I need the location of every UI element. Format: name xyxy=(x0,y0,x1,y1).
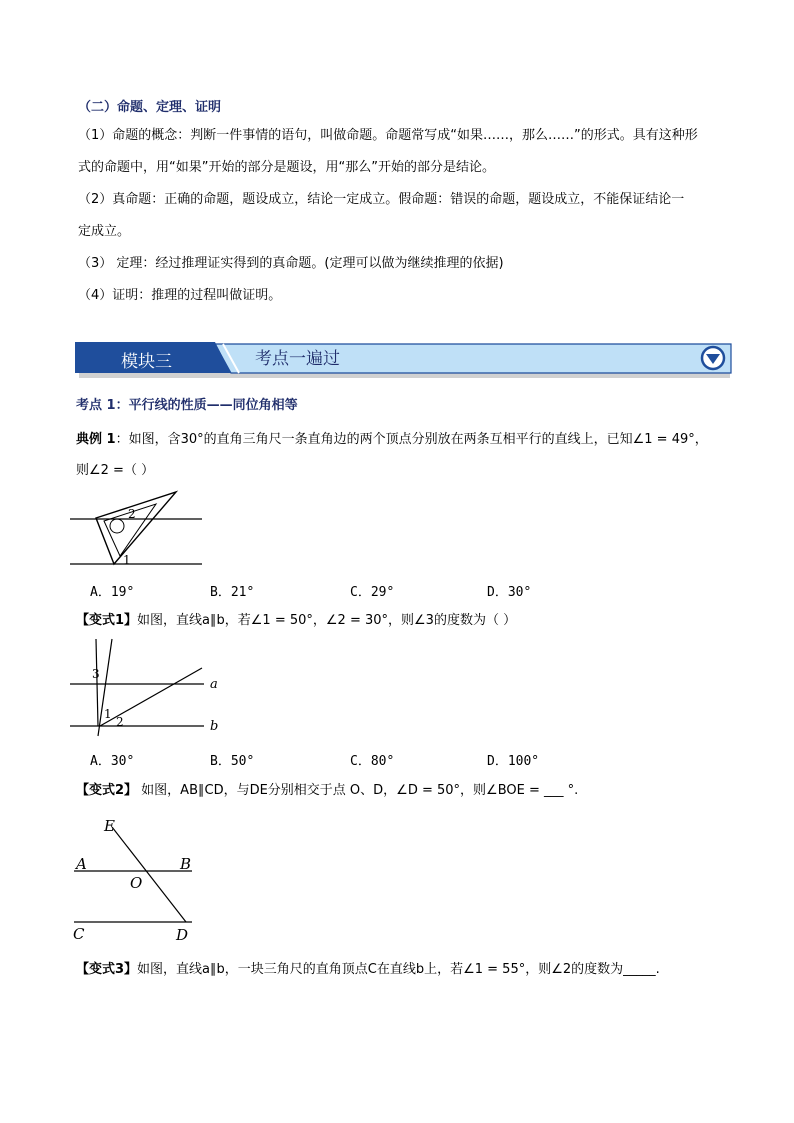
option-b: B．50° xyxy=(210,754,255,769)
example-text: ：如图，含30°的直角三角尺一条直角边的两个顶点分别放在两条互相平行的直线上，已知∠1 = 49°， xyxy=(115,432,708,447)
banner-tab-label: 模块三 xyxy=(121,352,172,372)
paragraph-line: （4）证明：推理的过程叫做证明。 xyxy=(78,288,282,303)
variant-text: 如图，直线a∥b，若∠1 = 50°，∠2 = 30°，则∠3的度数为（ ） xyxy=(137,613,517,628)
angle-label: 2 xyxy=(116,715,124,729)
point-label: C xyxy=(73,925,85,943)
module-banner xyxy=(75,340,735,380)
angle-label: 1 xyxy=(123,553,131,567)
variant-text: 如图，AB∥CD，与DE分别相交于点 O、D，∠D = 50°，则∠BOE = ___ °. xyxy=(137,783,579,798)
variant-label: 【变式3】 xyxy=(76,962,138,977)
paragraph-line: 定成立。 xyxy=(78,224,131,239)
point-label: B xyxy=(180,855,192,873)
angle-label: 2 xyxy=(128,507,136,521)
paragraph-line: （2）真命题：正确的命题，题设成立，结论一定成立。假命题：错误的命题，题设成立，不能保证结论一 xyxy=(78,192,685,207)
figure-parallel-lines-ab xyxy=(70,638,230,738)
option-c: C．80° xyxy=(350,754,395,769)
figure-parallel-triangle xyxy=(70,488,210,572)
option-b: B．21° xyxy=(210,585,255,600)
line-label: a xyxy=(210,677,218,692)
variant-text: 如图，直线a∥b，一块三角尺的直角顶点C在直线b上，若∠1 = 55°，则∠2的度数为_____. xyxy=(137,962,660,977)
option-c: C．29° xyxy=(350,585,395,600)
topic-heading: 考点 1：平行线的性质——同位角相等 xyxy=(76,398,298,413)
line-label: b xyxy=(210,719,219,734)
variant-label: 【变式1】 xyxy=(76,613,138,628)
paragraph-line: 式的命题中，用“如果”开始的部分是题设，用“那么”开始的部分是结论。 xyxy=(78,160,495,175)
banner-title: 考点一遍过 xyxy=(255,349,340,369)
option-d: D．100° xyxy=(487,754,540,769)
angle-label: 1 xyxy=(104,707,112,721)
point-label: A xyxy=(76,855,87,873)
point-label: D xyxy=(176,926,189,944)
option-a: A．30° xyxy=(90,754,135,769)
point-label: O xyxy=(130,874,143,892)
variant-2 xyxy=(76,783,578,799)
point-label: E xyxy=(104,817,115,835)
banner-shape xyxy=(75,340,735,380)
section-heading: （二）命题、定理、证明 xyxy=(78,100,222,115)
paragraph-line: （3） 定理：经过推理证实得到的真命题。(定理可以做为继续推理的依据) xyxy=(78,256,504,271)
variant-3 xyxy=(76,962,660,978)
variant-label: 【变式2】 xyxy=(76,783,138,798)
option-d: D．30° xyxy=(487,585,532,600)
example-line xyxy=(76,432,708,448)
paragraph-line: （1）命题的概念：判断一件事情的语句，叫做命题。命题常写成“如果……，那么……”的形式。具有这种形 xyxy=(78,128,698,143)
option-a: A．19° xyxy=(90,585,135,600)
example-label: 典例 1 xyxy=(76,432,116,447)
chevron-down-circle-icon xyxy=(702,347,724,369)
example-line: 则∠2 =（ ） xyxy=(76,463,155,478)
angle-label: 3 xyxy=(92,667,100,681)
figure-parallel-lines-abcd xyxy=(70,812,210,944)
variant-1 xyxy=(76,613,516,629)
